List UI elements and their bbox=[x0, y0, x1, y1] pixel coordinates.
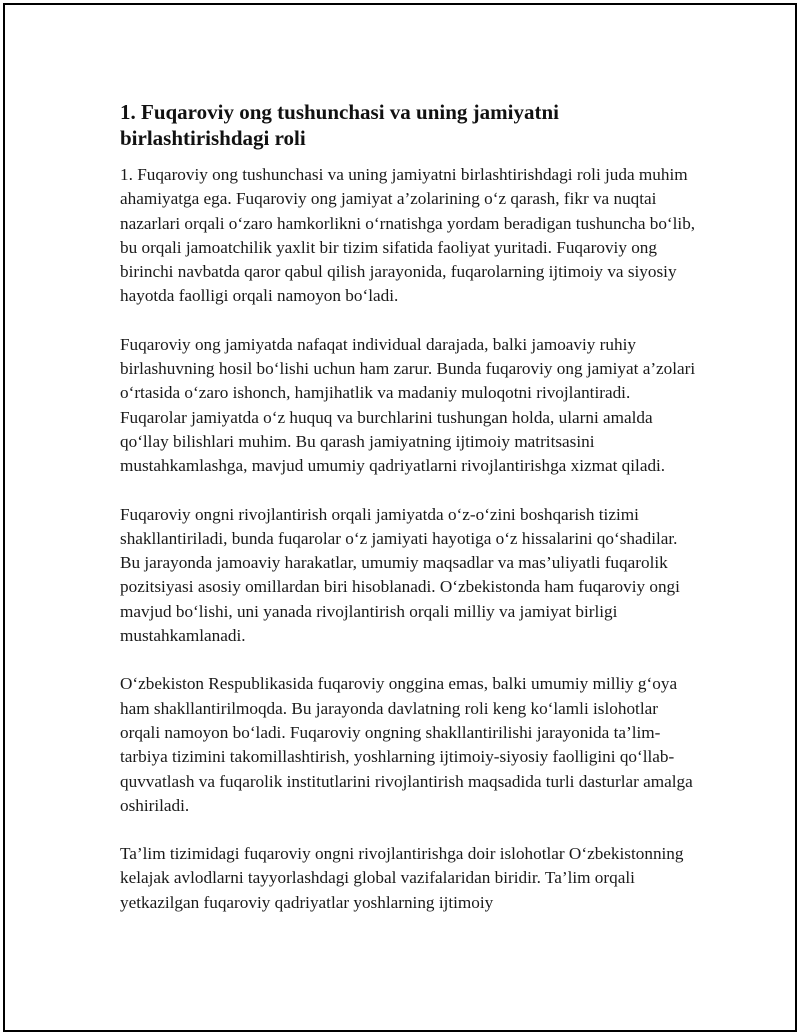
section-heading: 1. Fuqaroviy ong tushunchasi va uning jamiyatni birlashtirishdagi roli bbox=[120, 100, 559, 150]
document-body bbox=[120, 99, 700, 939]
paragraph-2: Fuqaroviy ong jamiyatda nafaqat individual darajada, balki jamoaviy ruhiy birlashuvning hosil bo‘lishi uchun ham zarur. Bunda fuqaroviy ong jamiyat a’zolari o‘rtasida o‘zaro ishonch, hamjihatlik va madaniy muloqotni rivojlantiradi. Fuqarolar jamiyatda o‘z huquq va burchlarini tushungan holda, ularni amalda qo‘llay bilishlari muhim. Bu qarash jamiyatning ijtimoiy matritsasini mustahkamlashga, mavjud umumiy qadriyatlarni rivojlantirishga xizmat qiladi. bbox=[120, 334, 696, 476]
paragraph-4: O‘zbekiston Respublikasida fuqaroviy onggina emas, balki umumiy milliy g‘oya ham shakllantirilmoqda. Bu jarayonda davlatning roli keng ko‘lamli islohotlar orqali namoyon bo‘ladi. Fuqaroviy ongning shakllantirilishi jarayonida ta’lim-tarbiya tizimini takomillashtirish, yoshlarning ijtimoiy-siyosiy faolligini qo‘llab-quvvatlash va fuqarolik institutlarini rivojlantirish maqsadida turli dasturlar amalga oshiriladi. bbox=[120, 674, 693, 815]
paragraph-1: 1. Fuqaroviy ong tushunchasi va uning jamiyatni birlashtirishdagi roli juda muhim ahamiyatga ega. Fuqaroviy ong jamiyat a’zolarining o‘z qarash, fikr va nuqtai nazarlari orqali o‘zaro hamkorlikni o‘rnatishga yordam beradigan tushuncha bo‘lib, bu orqali jamoatchilik yaxlit bir tizim sifatida faoliyat yuritadi. Fuqaroviy ong birinchi navbatda qaror qabul qilish jarayonida, fuqarolarning ijtimoiy va siyosiy hayotda faolligi orqali namoyon bo‘ladi. bbox=[120, 165, 696, 306]
page-frame bbox=[3, 3, 797, 1032]
paragraph-3: Fuqaroviy ongni rivojlantirish orqali jamiyatda o‘z-o‘zini boshqarish tizimi shakllantiriladi, bunda fuqarolar o‘z jamiyati hayotiga o‘z hissalarini qo‘shadilar. Bu jarayonda jamoaviy harakatlar, umumiy maqsadlar va mas’uliyatli fuqarolik pozitsiyasi asosiy omillardan biri hisoblanadi. O‘zbekistonda ham fuqaroviy ongi mavjud bo‘lishi, uni yanada rivojlantirish orqali milliy va jamiyat birligi mustahkamlanadi. bbox=[120, 504, 680, 646]
paragraph-5: Ta’lim tizimidagi fuqaroviy ongni rivojlantirishga doir islohotlar O‘zbekistonning kelajak avlodlarni tayyorlashdagi global vazifalaridan biridir. Ta’lim orqali yetkazilgan fuqaroviy qadriyatlar yoshlarning ijtimoiy bbox=[120, 844, 684, 912]
